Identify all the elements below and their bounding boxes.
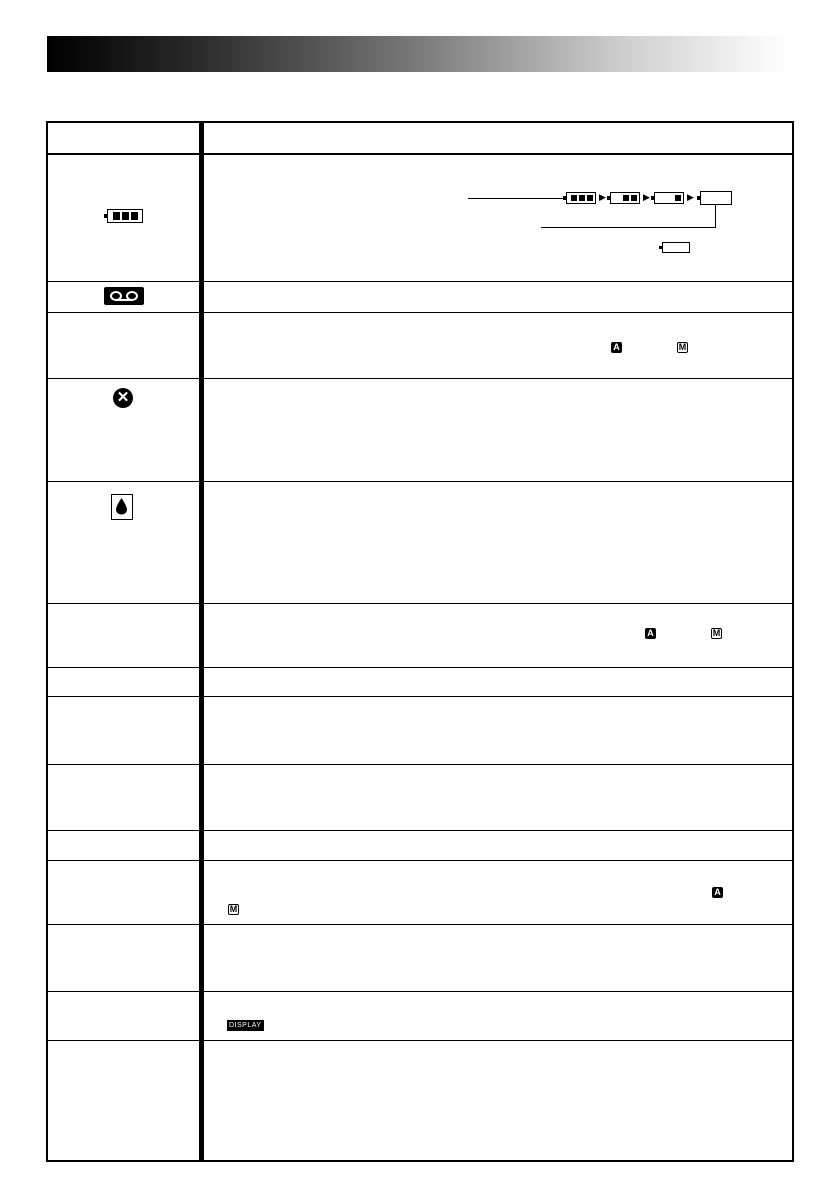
arrow-right-icon: ▶ <box>643 192 650 202</box>
row-line <box>48 696 792 697</box>
drop-icon <box>111 494 133 520</box>
battery-3-bars-icon <box>566 192 596 204</box>
battery-empty-icon <box>700 191 732 205</box>
arrow-right-icon: ▶ <box>599 192 606 202</box>
display-button-icon: DISPLAY <box>229 1022 262 1029</box>
header-gradient-bar <box>47 36 789 72</box>
column-divider <box>199 123 204 1160</box>
battery-full-icon <box>107 209 143 223</box>
manual-mode-icon: M <box>678 342 687 352</box>
row-line <box>48 991 792 992</box>
warning-x-icon: ✕ <box>113 388 133 408</box>
row-line <box>48 1040 792 1041</box>
manual-mode-icon: M <box>229 904 238 914</box>
auto-mode-icon: A <box>611 342 622 353</box>
row-line <box>48 764 792 765</box>
row-line <box>48 603 792 604</box>
pointer-line <box>541 227 716 228</box>
header-row-line <box>48 153 792 155</box>
battery-2-bars-icon <box>610 192 640 204</box>
auto-mode-icon: A <box>645 628 656 639</box>
row-line <box>48 281 792 282</box>
arrow-right-icon: ▶ <box>687 192 694 202</box>
battery-empty-small-icon <box>662 242 690 253</box>
indicator-table <box>46 121 794 1162</box>
auto-mode-icon: A <box>712 887 723 898</box>
manual-mode-icon: M <box>712 628 721 638</box>
pointer-line <box>468 198 566 199</box>
row-line <box>48 481 792 482</box>
row-line <box>48 924 792 925</box>
row-line <box>48 860 792 861</box>
row-line <box>48 312 792 313</box>
tape-cassette-icon <box>104 287 144 305</box>
pointer-line <box>715 205 716 227</box>
row-line <box>48 667 792 668</box>
row-line <box>48 378 792 379</box>
battery-1-bar-icon <box>654 192 684 204</box>
row-line <box>48 830 792 831</box>
